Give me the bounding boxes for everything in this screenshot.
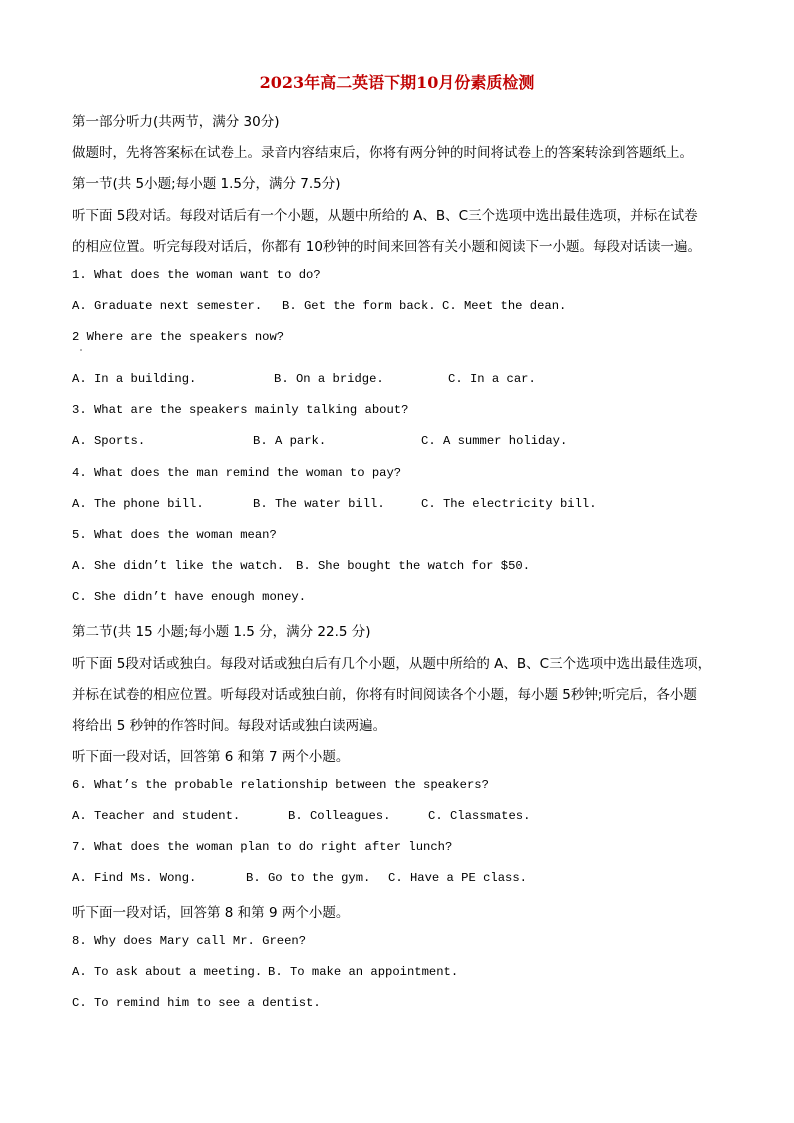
option-a: A. She didn’t like the watch.: [72, 559, 285, 573]
option-b: B. The water bill.: [253, 497, 385, 511]
part1-instruction: 做题时，先将答案标在试卷上。录音内容结束后，你将有两分钟的时间将试卷上的答案转涂到答题纸上。: [72, 145, 693, 161]
question-1: 1. What does the woman want to do?: [72, 268, 321, 282]
option-a: A. Sports.: [72, 434, 146, 448]
section2-heading: 第二节(共 15 小题;每小题 1.5 分，满分 22.5 分): [72, 624, 371, 640]
question-7-options: [72, 871, 527, 885]
option-b: B. Colleagues.: [288, 809, 391, 823]
question-5-options: [72, 559, 530, 573]
dialog-8-9-instruction: 听下面一段对话，回答第 8 和第 9 两个小题。: [72, 905, 350, 921]
option-a: A. In a building.: [72, 372, 197, 386]
section1-instruction-line2: 的相应位置。听完每段对话后，你都有 10秒钟的时间来回答有关小题和阅读下一小题。每段对话读一遍。: [72, 239, 701, 255]
option-a: A. Teacher and student.: [72, 809, 241, 823]
question-3-options: [72, 434, 567, 448]
option-b: B. Get the form back.: [282, 299, 436, 313]
question-5: 5. What does the woman mean?: [72, 528, 277, 542]
stray-dot: [80, 349, 82, 351]
option-c: C. In a car.: [448, 372, 536, 386]
option-c: C. Classmates.: [428, 809, 531, 823]
option-b: B. She bought the watch for $50.: [296, 559, 531, 573]
question-6-options: [72, 809, 530, 823]
question-3: 3. What are the speakers mainly talking about?: [72, 403, 409, 417]
question-2-options: [72, 372, 536, 386]
question-8: 8. Why does Mary call Mr. Green?: [72, 934, 307, 948]
option-c: C. Meet the dean.: [442, 299, 567, 313]
option-a: A. The phone bill.: [72, 497, 204, 511]
option-a: A. Graduate next semester.: [72, 299, 263, 313]
question-4-options: [72, 497, 597, 511]
option-c: C. The electricity bill.: [421, 497, 597, 511]
section1-instruction-line1: 听下面 5段对话。每段对话后有一个小题，从题中所给的 A、B、C三个选项中选出最佳选项，并标在试卷: [72, 208, 698, 224]
question-8-options: [72, 965, 458, 979]
question-8-option-c: C. To remind him to see a dentist.: [72, 996, 321, 1010]
option-b: B. On a bridge.: [274, 372, 384, 386]
dialog-6-7-instruction: 听下面一段对话，回答第 6 和第 7 两个小题。: [72, 749, 350, 765]
section1-heading: 第一节(共 5小题;每小题 1.5分，满分 7.5分): [72, 176, 341, 192]
option-a: A. Find Ms. Wong.: [72, 871, 197, 885]
section2-instruction-line3: 将给出 5 秒钟的作答时间。每段对话或独白读两遍。: [72, 718, 387, 734]
question-7: 7. What does the woman plan to do right after lunch?: [72, 840, 453, 854]
option-c: C. A summer holiday.: [421, 434, 568, 448]
option-b: B. To make an appointment.: [268, 965, 459, 979]
question-5-option-c: C. She didn’t have enough money.: [72, 590, 307, 604]
option-c: C. Have a PE class.: [388, 871, 527, 885]
question-2: 2 Where are the speakers now?: [72, 330, 285, 344]
section2-instruction-line1: 听下面 5段对话或独白。每段对话或独白后有几个小题，从题中所给的 A、B、C三个选项中选出最佳选项，: [72, 656, 712, 672]
option-b: B. A park.: [253, 434, 327, 448]
section2-instruction-line2: 并标在试卷的相应位置。听每段对话或独白前，你将有时间阅读各个小题，每小题 5秒钟;听完后，各小题: [72, 687, 697, 703]
question-6: 6. What’s the probable relationship between the speakers?: [72, 778, 489, 792]
exam-title: 2023年高二英语下期10月份素质检测: [259, 73, 535, 92]
part1-heading: 第一部分听力(共两节，满分 30分): [72, 114, 280, 130]
option-b: B. Go to the gym.: [246, 871, 371, 885]
option-a: A. To ask about a meeting.: [72, 965, 263, 979]
question-4: 4. What does the man remind the woman to pay?: [72, 466, 402, 480]
question-1-options: [72, 299, 566, 313]
